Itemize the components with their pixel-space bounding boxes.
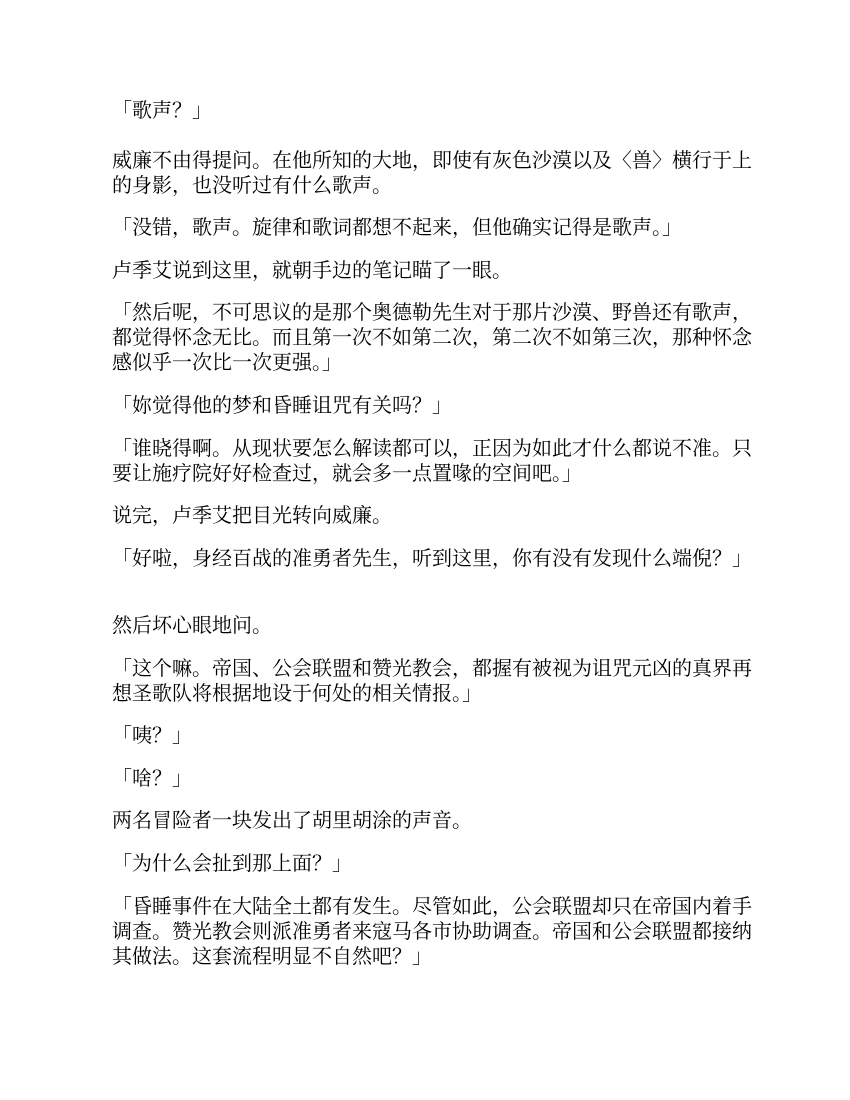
paragraph-16: 「昏睡事件在大陆全土都有发生。尽管如此，公会联盟却只在帝国内着手调查。赞光教会则派准勇者来寇马各市协助调查。帝国和公会联盟都接纳其做法。这套流程明显不自然吧？」 [112, 894, 752, 968]
paragraph-11: 「这个嘛。帝国、公会联盟和赞光教会，都握有被视为诅咒元凶的真界再想圣歌队将根据地设于何处的相关情报。」 [112, 656, 752, 705]
paragraph-5: 「然后呢，不可思议的是那个奥德勒先生对于那片沙漠、野兽还有歌声，都觉得怀念无比。而且第一次不如第二次，第二次不如第三次，那种怀念感似乎一次比一次更强。」 [112, 300, 752, 374]
paragraph-14: 两名冒险者一块发出了胡里胡涂的声音。 [112, 808, 472, 832]
paragraph-10: 然后坏心眼地问。 [112, 613, 272, 637]
paragraph-3: 「没错，歌声。旋律和歌词都想不起来，但他确实记得是歌声。」 [112, 215, 682, 239]
paragraph-15: 「为什么会扯到那上面？」 [112, 851, 352, 875]
paragraph-2: 威廉不由得提问。在他所知的大地，即使有灰色沙漠以及〈兽〉横行于上的身影，也没听过有什么歌声。 [112, 148, 752, 197]
paragraph-7: 「谁晓得啊。从现状要怎么解读都可以，正因为如此才什么都说不准。只要让施疗院好好检查过，就会多一点置喙的空间吧。」 [112, 436, 752, 485]
paragraph-13: 「啥？」 [112, 766, 192, 790]
paragraph-6: 「妳觉得他的梦和昏睡诅咒有关吗？」 [112, 393, 452, 417]
paragraph-12: 「咦？」 [112, 723, 192, 747]
paragraph-8: 说完，卢季艾把目光转向威廉。 [112, 503, 392, 527]
paragraph-4: 卢季艾说到这里，就朝手边的笔记瞄了一眼。 [112, 258, 512, 282]
paragraph-9: 「好啦，身经百战的准勇者先生，听到这里，你有没有发现什么端倪？」 [112, 546, 752, 570]
paragraph-1: 「歌声？」 [112, 98, 212, 122]
